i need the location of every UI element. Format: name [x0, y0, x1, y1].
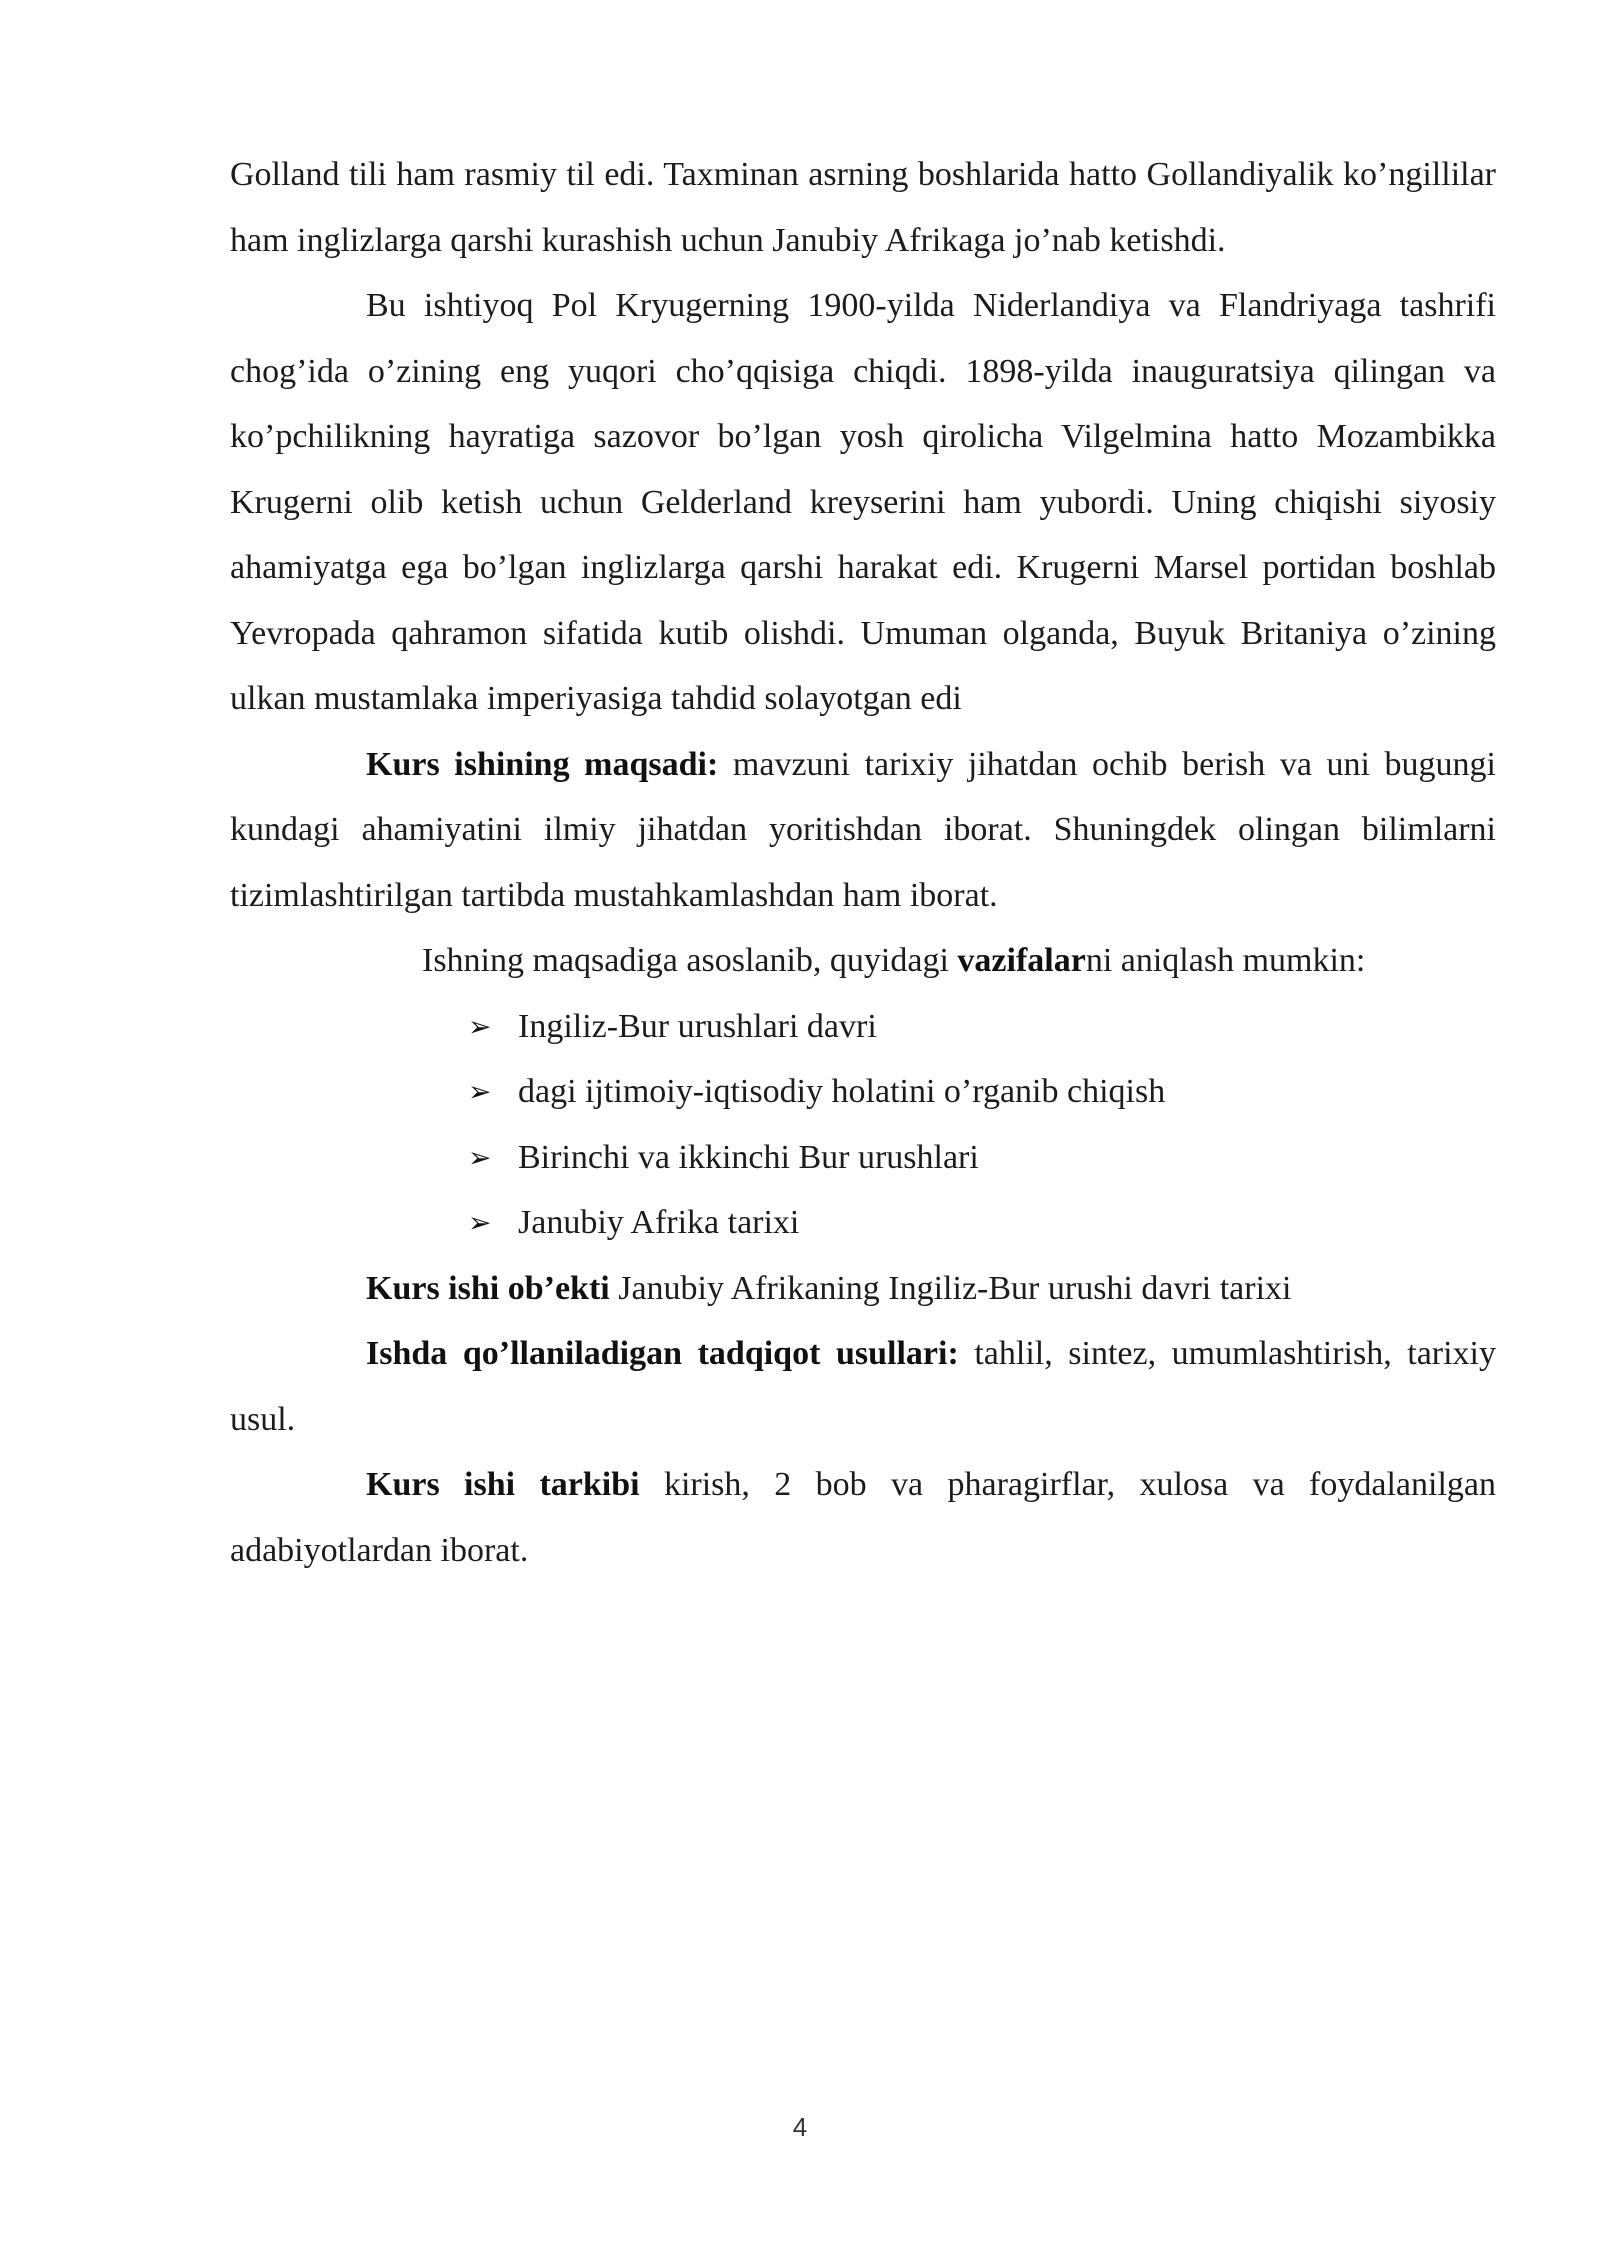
structure-text: kirish, 2 bob va pharagirflar, xulosa va foydalanilgan adabiyotlardan iborat. — [230, 1466, 1496, 1569]
list-item — [230, 1190, 1496, 1256]
list-item — [230, 994, 1496, 1060]
paragraph-methods — [230, 1321, 1496, 1452]
paragraph-structure — [230, 1452, 1496, 1583]
arrow-bullet-icon: ➢ — [468, 1009, 492, 1043]
arrow-bullet-icon: ➢ — [468, 1140, 492, 1174]
object-text: Janubiy Afrikaning Ingiliz-Bur urushi davri tarixi — [609, 1269, 1292, 1307]
task-text: Birinchi va ikkinchi Bur urushlari — [518, 1138, 979, 1176]
list-item — [230, 1125, 1496, 1191]
paragraph-goal — [230, 732, 1496, 929]
list-item — [230, 1059, 1496, 1125]
paragraph-object — [230, 1256, 1496, 1322]
tasks-intro — [230, 928, 1496, 994]
methods-text: tahlil, sintez, umumlashtirish, tarixiy usul. — [230, 1335, 1497, 1438]
paragraph-kruger-visit: Bu ishtiyoq Pol Kryugerning 1900-yilda Niderlandiya va Flandriyaga tashrifi chog’ida o’zining eng yuqori cho’qqisiga chiqdi. 1898-yilda inauguratsiya qilingan va ko’pchilikning hayratiga sazovor bo’lgan yosh qirolicha Vilgelmina hatto Mozambikka Krugerni olib ketish uchun Gelderland kreyserini ham yubordi. Uning chiqishi siyosiy ahamiyatga ega bo’lgan inglizlarga qarshi harakat edi. Krugerni Marsel portidan boshlab Yevropada qahramon sifatida kutib olishdi. Umuman olganda, Buyuk Britaniya o’zining ulkan mustamlaka imperiyasiga tahdid solayotgan edi — [230, 287, 1496, 717]
arrow-bullet-icon: ➢ — [468, 1206, 492, 1239]
page-body — [230, 142, 1496, 1583]
task-text: Janubiy Afrika tarixi — [518, 1204, 800, 1241]
arrow-bullet-icon: ➢ — [468, 1075, 492, 1108]
tasks-list — [230, 994, 1496, 1256]
tasks-intro-before: Ishning maqsadiga asoslanib, quyidagi — [422, 942, 958, 979]
methods-label: Ishda qo’llaniladigan tadqiqot usullari: — [366, 1335, 959, 1372]
task-text: Ingiliz-Bur urushlari davri — [518, 1007, 877, 1045]
goal-label: Kurs ishining maqsadi: — [366, 745, 719, 783]
structure-label: Kurs ishi tarkibi — [366, 1466, 640, 1503]
object-label: Kurs ishi ob’ekti — [366, 1269, 610, 1307]
tasks-intro-bold: vazifalar — [957, 942, 1086, 979]
task-text: dagi ijtimoiy-iqtisodiy holatini o’rganib chiqish — [518, 1073, 1166, 1110]
page-number: 4 — [792, 2112, 808, 2142]
paragraph-dutch-language: Golland tili ham rasmiy til edi. Taxminan asrning boshlarida hatto Gollandiyalik ko’ngillilar ham inglizlarga qarshi kurashish uchun Janubiy Afrikaga jo’nab ketishdi. — [230, 156, 1496, 259]
tasks-intro-after: ni aniqlash mumkin: — [1085, 942, 1366, 979]
goal-text: mavzuni tarixiy jihatdan ochib berish va uni bugungi kundagi ahamiyatini ilmiy jihatdan yoritishdan iborat. Shuningdek olingan bilimlarni tizimlashtirilgan tartibda mustahkamlashdan ham iborat. — [230, 745, 1496, 914]
